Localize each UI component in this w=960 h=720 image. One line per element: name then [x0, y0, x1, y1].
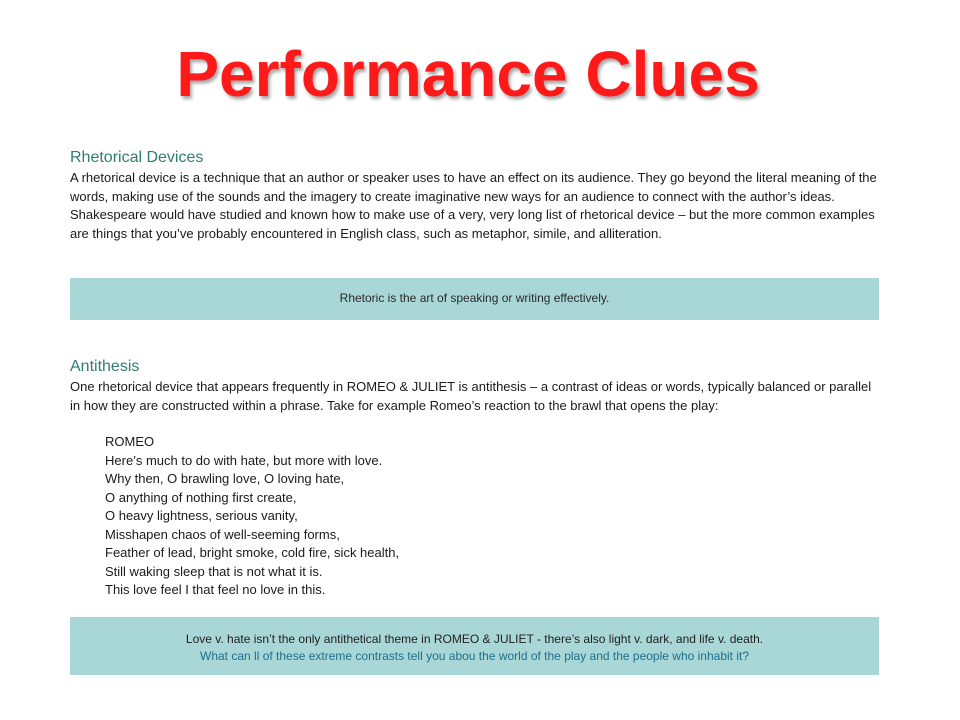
rhetorical-devices-paragraph: A rhetorical device is a technique that an author or speaker uses to have an effect on its audience. They go beyond the literal meaning of the words, making use of the sounds and the imagery to create imaginative new ways for an audience to connect with the author’s ideas. Shakespeare would have studied and known how to make use of a very, very long list of rhetorical device – but the more common examples are things that you’ve probably encountered in English class, such as metaphor, simile, and alliteration. [70, 170, 877, 241]
antithesis-callout-statement: Love v. hate isn’t the only antithetical theme in ROMEO & JULIET - there’s also light v. dark, and life v. death. [185, 632, 764, 646]
verse-line: Still waking sleep that is not what it is. [105, 563, 323, 579]
verse-line: Why then, O brawling love, O loving hate, [105, 471, 345, 486]
verse-line: O anything of nothing first create, [105, 489, 297, 505]
verse-line: This love feel I that feel no love in this. [105, 582, 326, 597]
verse-line: Feather of lead, bright smoke, cold fire, sick health, [105, 545, 400, 560]
antithesis-heading: Antithesis [70, 358, 140, 375]
antithesis-callout-question: What can ll of these extreme contrasts tell you abou the world of the play and the people who inhabit it? [200, 649, 749, 663]
romeo-verse-quote [105, 433, 399, 600]
rhetoric-definition-text: Rhetoric is the art of speaking or writing effectively. [339, 291, 610, 305]
verse-line: Misshapen chaos of well-seeming forms, [105, 526, 340, 542]
antithesis-paragraph: One rhetorical device that appears frequently in ROMEO & JULIET is antithesis – a contrast of ideas or words, typically balanced or parallel in how they are constructed within a phrase. Take for example Romeo’s reaction to the brawl that opens the play: [70, 379, 872, 413]
rhetorical-devices-heading: Rhetorical Devices [70, 149, 204, 166]
verse-line: Here’s much to do with hate, but more with love. [105, 452, 383, 468]
verse-line: O heavy lightness, serious vanity, [105, 508, 298, 523]
rhetoric-definition-callout [70, 278, 879, 320]
slide-title: Performance Clues [176, 38, 760, 110]
antithesis-question-callout [70, 617, 879, 675]
verse-speaker: ROMEO [105, 434, 155, 449]
